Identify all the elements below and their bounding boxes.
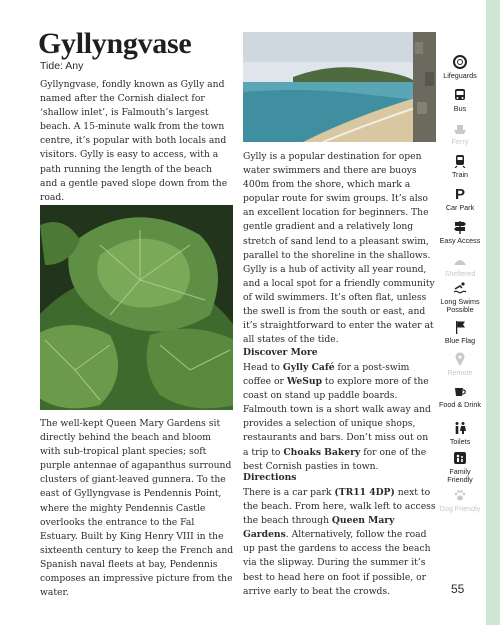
flag-icon bbox=[436, 320, 484, 336]
gylly-cafe-name: Gylly Café bbox=[282, 362, 335, 373]
amenity-dog-friendly: Dog Friendly bbox=[436, 488, 484, 513]
bus-icon bbox=[436, 88, 484, 104]
amenity-family-friendly: Family Friendly bbox=[436, 451, 484, 485]
signpost-icon bbox=[436, 220, 484, 236]
amenity-easy-access: Easy Access bbox=[436, 220, 484, 245]
page-number: 55 bbox=[451, 582, 465, 596]
coffee-cup-icon bbox=[436, 384, 484, 400]
page-edge-accent bbox=[486, 0, 500, 625]
parking-icon: P bbox=[454, 186, 465, 203]
discover-more-paragraph: Head to Gylly Café for a post-swim coffee or WeSup to explore more of the coast on stand up paddle boards. Falmouth town is a short walk away and provides a selection of unique shops, restaurants and bars. Don’t miss out on a trip to Choaks Bakery for one of the best Cornish pasties in town. bbox=[243, 362, 431, 472]
choaks-bakery-name: Choaks Bakery bbox=[283, 446, 361, 458]
train-icon bbox=[436, 154, 484, 170]
queen-mary-gardens-name: Queen Mary Gardens bbox=[243, 515, 395, 541]
amenity-remote: Remote bbox=[436, 352, 484, 377]
ferry-icon bbox=[436, 121, 484, 137]
amenity-bus: Bus bbox=[436, 88, 484, 113]
tide-info: Tide: Any bbox=[40, 60, 84, 72]
directions-heading: Directions bbox=[243, 472, 297, 483]
directions-paragraph: There is a car park (TR11 4DP) next to the beach. From here, walk left to access the beach through Queen Mary Gardens. Alternatively, follow the road up past the gardens to access the beach via the slipway. During the summer it’s best to head here on foot if possible, or arrive early to beat the crowds. bbox=[243, 487, 436, 597]
page-title: Gyllyngvase bbox=[38, 27, 192, 60]
location-pin-icon bbox=[436, 352, 484, 368]
family-icon bbox=[436, 451, 484, 467]
amenity-car-park: P Car Park bbox=[436, 187, 484, 212]
paw-icon bbox=[436, 488, 484, 504]
lifebuoy-icon bbox=[436, 55, 484, 71]
swimming-paragraph: Gylly is a popular destination for open water swimmers and there are buoys 400m from the shore, which mark a popular route for swim groups. It’s also an excellent location for beginners. The gentle gradient and a relatively long stretch of sand lend to a pleasant swim, parallel to the shoreline in the shallows. Gylly is a hub of activity all year round, and a local spot for a friendly community of wild swimmers. It’s often flat, unless the swell is from the south or east, and it’s straightforward to enter the water at all states of the tide. bbox=[243, 151, 435, 346]
gardens-paragraph: The well-kept Queen Mary Gardens sit directly behind the beach and bloom with sub-tropical plant species; soft purple antennae of agapanthus surround clusters of giant-leaved gunnera. To the east of Gyllyngvase is Pendennis Point, where the mighty Pendennis Castle overlooks the entrance to the Fal Estuary. Built by King Henry VIII in the sixteenth century to keep the French and Spanish naval fleets at bay, Pendennis composes an impressive picture from the water. bbox=[40, 418, 234, 599]
amenity-food-drink: Food & Drink bbox=[436, 384, 484, 409]
toilets-icon bbox=[436, 421, 484, 437]
swimmer-icon bbox=[436, 281, 484, 297]
wesup-name: WeSup bbox=[286, 376, 322, 388]
gunnera-leaves-photo bbox=[40, 205, 233, 410]
amenity-long-swims: Long Swims Possible bbox=[436, 281, 484, 315]
car-park-postcode: (TR11 4DP) bbox=[334, 487, 395, 498]
amenity-sheltered: Sheltered bbox=[436, 253, 484, 278]
discover-more-heading: Discover More bbox=[243, 347, 318, 358]
amenity-lifeguards: Lifeguards bbox=[436, 55, 484, 80]
amenity-toilets: Toilets bbox=[436, 421, 484, 446]
shelter-icon bbox=[436, 253, 484, 269]
amenity-train: Train bbox=[436, 154, 484, 179]
amenity-blue-flag: Blue Flag bbox=[436, 320, 484, 345]
beach-photo bbox=[243, 32, 436, 142]
intro-paragraph: Gyllyngvase, fondly known as Gylly and named after the Cornish dialect for ‘shallow inlet’, is Falmouth’s largest beach. A 15-minute walk from the town centre, it’s popular with both locals and visitors. Gylly is easy to access, with a path running the length of the beach and a gentle paved slope down from the road. bbox=[40, 79, 228, 203]
amenity-ferry: Ferry bbox=[436, 121, 484, 146]
